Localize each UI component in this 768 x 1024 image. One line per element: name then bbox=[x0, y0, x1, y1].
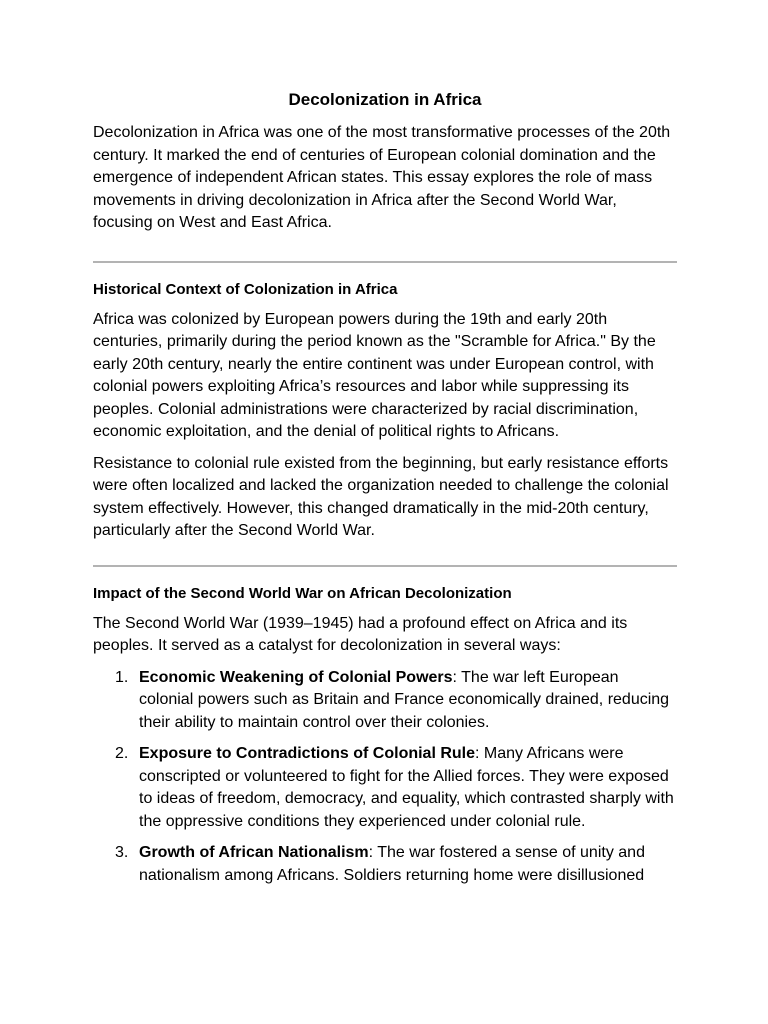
body-paragraph: Resistance to colonial rule existed from the beginning, but early resistance efforts were often localized and lacked the organization needed to challenge the colonial system effectively. However, this changed dramatically in the mid-20th century, particularly after the Second World War. bbox=[93, 454, 669, 539]
list-item-term: Exposure to Contradictions of Colonial Rule bbox=[139, 745, 476, 762]
section-heading: Historical Context of Colonization in Africa bbox=[93, 280, 398, 298]
list-item-term: Growth of African Nationalism bbox=[139, 844, 369, 861]
list-item-number: 2. bbox=[115, 745, 129, 762]
document-body bbox=[93, 86, 677, 896]
section-heading: Impact of the Second World War on African Decolonization bbox=[93, 584, 512, 602]
list-item bbox=[93, 667, 677, 735]
list-item bbox=[93, 743, 677, 833]
body-paragraph: The Second World War (1939–1945) had a profound effect on Africa and its peoples. It served as a catalyst for decolonization in several ways: bbox=[93, 614, 628, 654]
section-divider bbox=[93, 565, 677, 567]
section-historical-context bbox=[93, 280, 677, 543]
section-divider bbox=[93, 261, 677, 263]
section-wwii-impact bbox=[93, 584, 677, 888]
list-item-number: 1. bbox=[115, 668, 129, 686]
list-item bbox=[93, 842, 677, 887]
list-item-term: Economic Weakening of Colonial Powers bbox=[139, 668, 453, 686]
list-item-number: 3. bbox=[115, 844, 129, 861]
numbered-list bbox=[93, 667, 677, 888]
list-item-text: : The war fostered a sense of unity and nationalism among Africans. Soldiers returning home were disillusioned bbox=[139, 844, 645, 884]
body-paragraph: Africa was colonized by European powers during the 19th and early 20th centuries, primarily during the period known as the "Scramble for Africa." By the early 20th century, nearly the entire continent was under European control, with colonial powers exploiting Africa’s resources and labor while suppressing its peoples. Colonial administrations were characterized by racial discrimination, economic exploitation, and the denial of political rights to Africans. bbox=[93, 310, 656, 440]
list-item-text: : The war left European colonial powers such as Britain and France economically drained, reducing their ability to maintain control over their colonies. bbox=[139, 668, 670, 731]
document-title: Decolonization in Africa bbox=[288, 90, 482, 109]
intro-paragraph: Decolonization in Africa was one of the most transformative processes of the 20th century. It marked the end of centuries of European colonial domination and the emergence of independent African states. This essay explores the role of mass movements in driving decolonization in Africa after the Second World War, focusing on West and East Africa. bbox=[93, 124, 671, 231]
list-item-text: : Many Africans were conscripted or volunteered to fight for the Allied forces. They were exposed to ideas of freedom, democracy, and equality, which contrasted sharply with the oppressive conditions they experienced under colonial rule. bbox=[139, 745, 674, 830]
